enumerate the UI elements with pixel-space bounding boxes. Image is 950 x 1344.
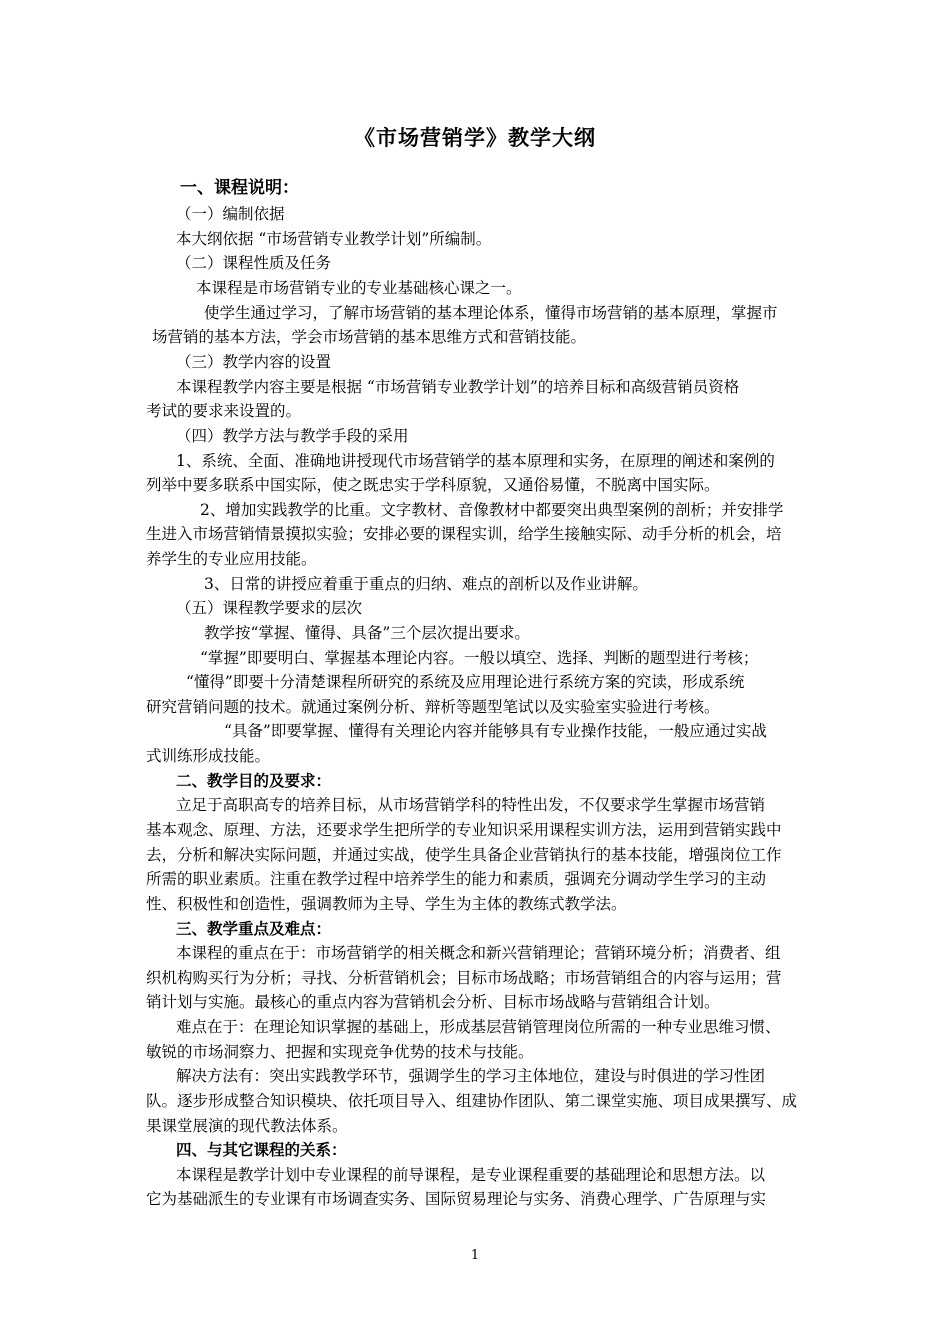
subheading: （四）教学方法与教学手段的采用 xyxy=(176,427,409,445)
paragraph-line: 教学按“掌握、懂得、具备”三个层次提出要求。 xyxy=(204,624,530,642)
paragraph-line: 销计划与实施。最核心的重点内容为营销机会分析、目标市场战略与营销组合计划。 xyxy=(146,993,720,1011)
paragraph-line: 所需的职业素质。注重在教学过程中培养学生的能力和素质，强调充分调动学生学习的主动 xyxy=(146,870,767,888)
paragraph-line: 2、增加实践教学的比重。文字教材、音像教材中都要突出典型案例的剖析；并安排学 xyxy=(200,501,784,519)
subheading: （五）课程教学要求的层次 xyxy=(176,599,363,617)
paragraph-line: 1、系统、全面、准确地讲授现代市场营销学的基本原理和实务，在原理的阐述和案例的 xyxy=(176,452,775,470)
paragraph-line: 研究营销问题的技术。就通过案例分析、辩析等题型笔试以及实验室实验进行考核。 xyxy=(146,698,720,716)
paragraph-line: 本课程是市场营销专业的专业基础核心课之一。 xyxy=(196,279,522,297)
paragraph-line: 列举中要多联系中国实际，使之既忠实于学科原貌，又通俗易懂，不脱离中国实际。 xyxy=(146,476,720,494)
paragraph-line: 队。逐步形成整合知识模块、依托项目导入、组建协作团队、第二课堂实施、项目成果撰写、成 xyxy=(146,1092,798,1110)
paragraph-line: 考试的要求来设置的。 xyxy=(146,402,302,420)
paragraph-line: 本课程教学内容主要是根据 “市场营销专业教学计划”的培养目标和高级营销员资格 xyxy=(176,378,740,396)
paragraph-line: “具备”即要掌握、懂得有关理论内容并能够具有专业操作技能，一般应通过实战 xyxy=(224,722,767,740)
paragraph-line: 本课程是教学计划中专业课程的前导课程，是专业课程重要的基础理论和思想方法。以 xyxy=(176,1166,766,1184)
paragraph-line: 本课程的重点在于：市场营销学的相关概念和新兴营销理论；营销环境分析；消费者、组 xyxy=(176,944,781,962)
paragraph-line: 解决方法有：突出实践教学环节，强调学生的学习主体地位，建设与时俱进的学习性团 xyxy=(176,1067,766,1085)
paragraph-line: 它为基础派生的专业课有市场调查实务、国际贸易理论与实务、消费心理学、广告原理与实 xyxy=(146,1190,767,1208)
subheading: （二）课程性质及任务 xyxy=(176,254,332,272)
paragraph-line: 果课堂展演的现代教法体系。 xyxy=(146,1117,348,1135)
document-title: 《市场营销学》教学大纲 xyxy=(354,125,596,150)
paragraph-line: “掌握”即要明白、掌握基本理论内容。一般以填空、选择、判断的题型进行考核； xyxy=(200,649,759,667)
paragraph-line: 敏锐的市场洞察力、把握和实现竞争优势的技术与技能。 xyxy=(146,1043,534,1061)
subheading: （一）编制依据 xyxy=(176,205,285,223)
paragraph-line: 立足于高职高专的培养目标，从市场营销学科的特性出发，不仅要求学生掌握市场营销 xyxy=(176,796,766,814)
section-heading-4: 四、与其它课程的关系： xyxy=(176,1140,347,1159)
paragraph-line: 难点在于：在理论知识掌握的基础上，形成基层营销管理岗位所需的一种专业思维习惯、 xyxy=(176,1018,781,1036)
subheading: （三）教学内容的设置 xyxy=(176,353,332,371)
page-number: 1 xyxy=(470,1248,480,1263)
paragraph-line: 性、积极性和创造性，强调教师为主导、学生为主体的教练式教学法。 xyxy=(146,895,627,913)
section-heading-3: 三、教学重点及难点： xyxy=(176,919,332,938)
paragraph-line: 织机构购买行为分析；寻找、分析营销机会；目标市场战略；市场营销组合的内容与运用；营 xyxy=(146,969,782,987)
paragraph-line: 去，分析和解决实际问题，并通过实战，使学生具备企业营销执行的基本技能，增强岗位工作 xyxy=(146,846,782,864)
section-heading-1: 一、课程说明： xyxy=(180,178,299,198)
paragraph-line: 式训练形成技能。 xyxy=(146,747,271,765)
paragraph-line: 使学生通过学习，了解市场营销的基本理论体系，懂得市场营销的基本原理，掌握市 xyxy=(204,304,778,322)
section-heading-2: 二、教学目的及要求： xyxy=(176,771,332,790)
paragraph-line: 本大纲依据 “市场营销专业教学计划”所编制。 xyxy=(176,230,492,248)
paragraph-line: 3、日常的讲授应着重于重点的归纳、难点的剖析以及作业讲解。 xyxy=(204,575,648,593)
paragraph-line: 养学生的专业应用技能。 xyxy=(146,550,317,568)
paragraph-line: 基本观念、原理、方法，还要求学生把所学的专业知识采用课程实训方法，运用到营销实践中 xyxy=(146,821,782,839)
paragraph-line: 场营销的基本方法，学会市场营销的基本思维方式和营销技能。 xyxy=(152,328,587,346)
paragraph-line: “懂得”即要十分清楚课程所研究的系统及应用理论进行系统方案的究读，形成系统 xyxy=(186,673,745,691)
paragraph-line: 生进入市场营销情景摸拟实验；安排必要的课程实训，给学生接触实际、动手分析的机会，培 xyxy=(146,525,782,543)
